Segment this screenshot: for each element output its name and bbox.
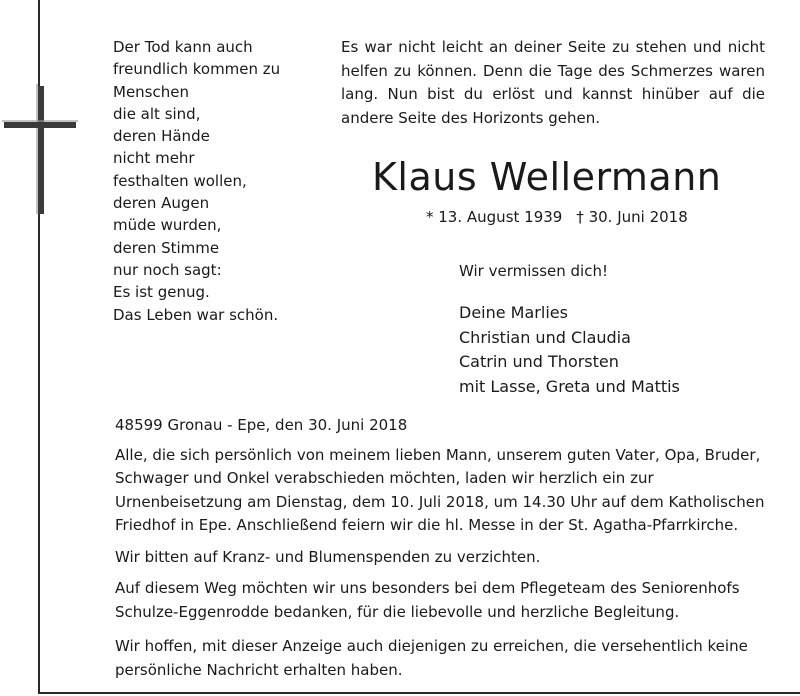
family-list (459, 301, 680, 399)
poem-line: deren Augen (113, 194, 210, 213)
poem-line: nur noch sagt: (113, 260, 222, 279)
ceremony-paragraph: Alle, die sich persönlich von meinem lieben Mann, unserem guten Vater, Opa, Bruder, Schwager und Onkel verabschieden möchten, laden wir herzlich ein zur Urnenbeisetzung am Dienstag, dem 10. Juli 2018, um 14.30 Uhr auf dem Katholischen Friedhof in Epe. Anschließend feiern wir die hl. Messe in der St. Agatha-Pfarrkirche. (115, 445, 765, 534)
family-line: Christian und Claudia (459, 327, 631, 347)
closing-paragraph: Wir hoffen, mit dieser Anzeige auch diejenigen zu erreichen, die versehentlich keine persönliche Nachricht erhalten haben. (115, 637, 748, 679)
place-date: 48599 Gronau - Epe, den 30. Juni 2018 (115, 416, 408, 434)
family-line: mit Lasse, Greta und Mattis (459, 376, 680, 396)
family-line: Catrin und Thorsten (459, 352, 619, 371)
thanks-paragraph: Auf diesem Weg möchten wir uns besonders bei dem Pflegeteam des Seniorenhofs Schulze-Eggenrodde bedanken, für die liebevolle und herzliche Begleitung. (115, 579, 740, 621)
notice-body (115, 414, 765, 682)
miss-text: Wir vermissen dich! (459, 262, 608, 280)
poem-line: müde wurden, (113, 216, 222, 235)
death-date: † 30. Juni 2018 (576, 208, 688, 226)
poem-line: die alt sind, (113, 104, 201, 123)
poem-line: Der Tod kann auch (113, 38, 253, 56)
poem-line: deren Hände (113, 127, 210, 146)
intro-text: Es war nicht leicht an deiner Seite zu stehen und nicht helfen zu können. Denn die Tage des Schmerzes waren lang. Nun bist du erlöst und kannst hinüber auf die andere Seite des Horizonts gehen. (341, 38, 765, 127)
poem-line: freundlich kommen zu (113, 60, 281, 79)
family-line: Deine Marlies (459, 303, 568, 322)
birth-date: * 13. August 1939 (426, 208, 563, 226)
flowers-paragraph: Wir bitten auf Kranz- und Blumenspenden zu verzichten. (115, 547, 541, 566)
poem-line: nicht mehr (113, 149, 195, 168)
deceased-name: Klaus Wellermann (372, 155, 722, 199)
poem-line: deren Stimme (113, 238, 220, 257)
poem-line: Das Leben war schön. (113, 305, 279, 324)
poem-line: festhalten wollen, (113, 171, 247, 190)
cross-icon (0, 80, 80, 220)
life-dates (426, 208, 702, 226)
poem-line: Es ist genug. (113, 283, 210, 302)
poem (113, 36, 313, 326)
poem-line: Menschen (113, 82, 189, 101)
